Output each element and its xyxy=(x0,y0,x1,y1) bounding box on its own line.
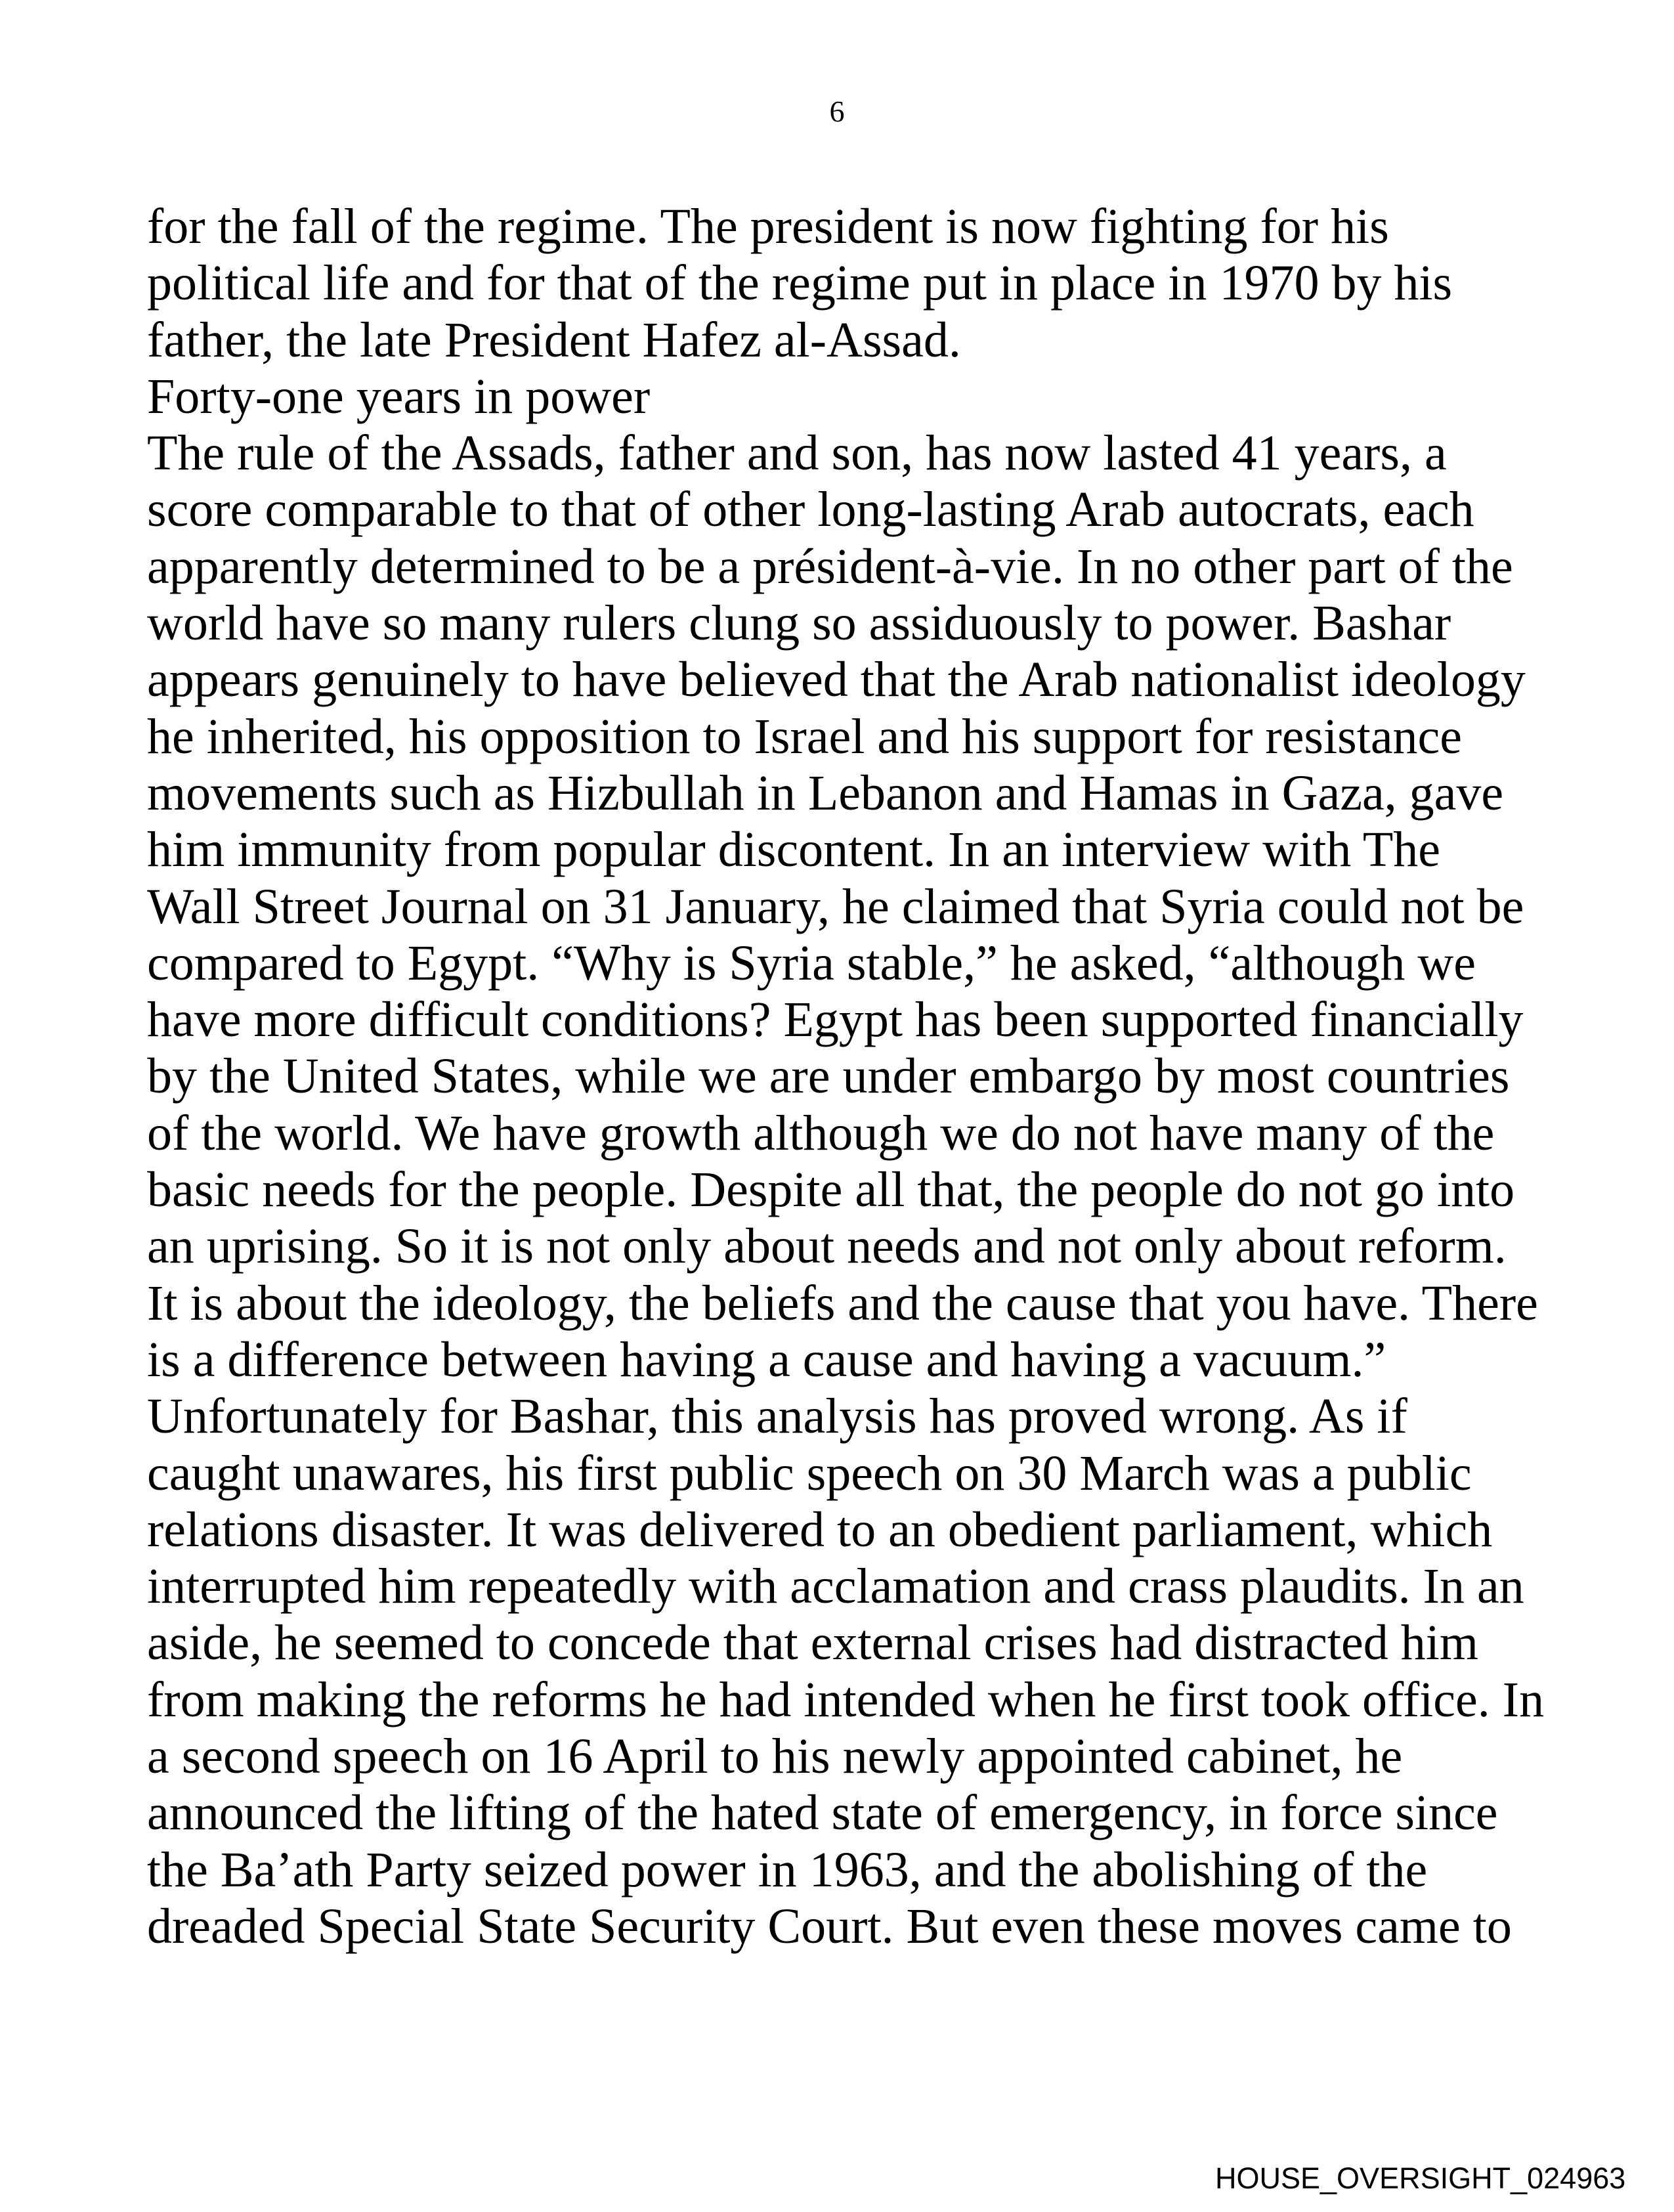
text-line: him immunity from popular discontent. In an interview with The xyxy=(147,822,1441,878)
text-line: world have so many rulers clung so assiduously to power. Bashar xyxy=(147,596,1451,651)
text-line: movements such as Hizbullah in Lebanon and Hamas in Gaza, gave xyxy=(147,765,1504,821)
section-heading: Forty-one years in power xyxy=(147,368,651,424)
text-line: It is about the ideology, the beliefs and the cause that you have. There xyxy=(147,1275,1538,1331)
text-line: The rule of the Assads, father and son, has now lasted 41 years, a xyxy=(147,425,1447,481)
text-line: apparently determined to be a président-à-vie. In no other part of the xyxy=(147,538,1513,594)
text-line: aside, he seemed to concede that external crises had distracted him xyxy=(147,1615,1478,1671)
bates-stamp: HOUSE_OVERSIGHT_024963 xyxy=(1215,2161,1626,2195)
text-line: he inherited, his opposition to Israel and his support for resistance xyxy=(147,708,1463,764)
text-line: dreaded Special State Security Court. But even these moves came to xyxy=(147,1898,1512,1954)
text-line: Unfortunately for Bashar, this analysis has proved wrong. As if xyxy=(147,1389,1407,1444)
text-line: is a difference between having a cause and having a vacuum.” xyxy=(147,1332,1386,1387)
text-line: the Ba’ath Party seized power in 1963, and the abolishing of the xyxy=(147,1842,1428,1898)
text-line: compared to Egypt. “Why is Syria stable,” he asked, “although we xyxy=(147,935,1476,991)
text-line: a second speech on 16 April to his newly appointed cabinet, he xyxy=(147,1729,1403,1785)
text-line: Wall Street Journal on 31 January, he claimed that Syria could not be xyxy=(147,878,1524,934)
text-line: have more difficult conditions? Egypt has been supported financially xyxy=(147,992,1524,1048)
page-number: 6 xyxy=(829,95,845,128)
text-line: basic needs for the people. Despite all that, the people do not go into xyxy=(147,1162,1515,1218)
text-line: interrupted him repeatedly with acclamation and crass plaudits. In an xyxy=(147,1559,1524,1615)
text-line: by the United States, while we are under embargo by most countries xyxy=(147,1049,1510,1104)
text-line: announced the lifting of the hated state of emergency, in force since xyxy=(147,1785,1498,1841)
text-line: appears genuinely to have believed that the Arab nationalist ideology xyxy=(147,652,1526,708)
text-line: of the world. We have growth although we do not have many of the xyxy=(147,1105,1495,1161)
text-line: political life and for that of the regime put in place in 1970 by his xyxy=(147,255,1453,311)
text-line: for the fall of the regime. The president is now fighting for his xyxy=(147,199,1389,254)
text-line: score comparable to that of other long-lasting Arab autocrats, each xyxy=(147,482,1474,538)
text-line: from making the reforms he had intended when he first took office. In xyxy=(147,1672,1545,1727)
text-line: caught unawares, his first public speech on 30 March was a public xyxy=(147,1445,1472,1501)
body-text xyxy=(147,198,1591,1955)
text-line: father, the late President Hafez al-Assad. xyxy=(147,312,961,368)
text-line: relations disaster. It was delivered to an obedient parliament, which xyxy=(147,1502,1493,1557)
text-line: an uprising. So it is not only about needs and not only about reform. xyxy=(147,1219,1507,1274)
